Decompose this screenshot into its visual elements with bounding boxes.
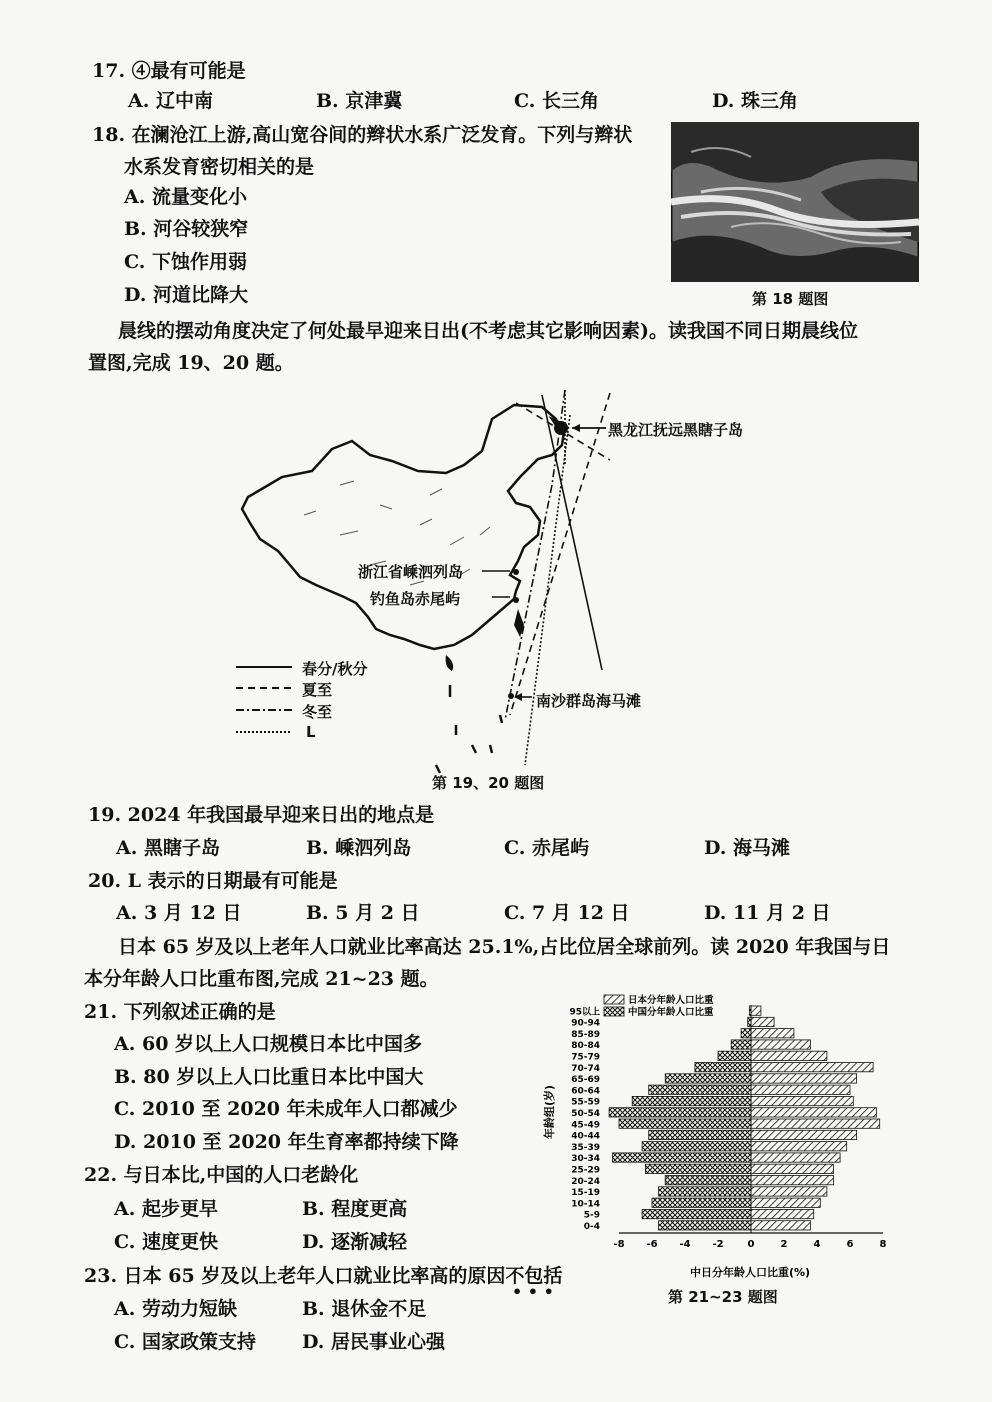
label-chiwei-islet: 钓鱼岛赤尾屿 [370,590,461,608]
braided-river-photo [671,122,919,282]
age-group-label: 50-54 [571,1109,600,1119]
age-group-label: 90-94 [571,1018,600,1029]
q19-option-b[interactable]: B. 嵊泗列岛 [306,837,412,859]
y-axis-label: 年龄组(岁) [543,1084,556,1140]
q22-stem: 22. 与日本比,中国的人口老龄化 [84,1164,359,1186]
japan-bar-50-54 [751,1108,876,1117]
china-bar-60-64 [649,1085,751,1094]
legend-swatch [604,995,624,1004]
age-group-label: 75-79 [571,1052,600,1063]
q21-option-d[interactable]: D. 2010 至 2020 年生育率都持续下降 [114,1131,459,1153]
q17-option-a[interactable]: A. 辽中南 [128,90,213,112]
emphasis-dots: • • • [512,1282,554,1301]
age-group-label: 65-69 [571,1075,600,1086]
intro-21-23-line2: 本分年龄人口比重布图,完成 21~23 题。 [84,968,439,990]
x-tick-label: 6 [846,1239,854,1250]
map-figure-caption: 第 19、20 题图 [432,774,545,792]
q21-option-b[interactable]: B. 80 岁以上人口比重日本比中国大 [114,1066,424,1088]
china-outline [242,405,565,649]
china-bar-0-4 [659,1221,751,1230]
q20-stem: 20. L 表示的日期最有可能是 [88,870,338,892]
q23-option-d[interactable]: D. 居民事业心强 [302,1331,446,1353]
q21-stem: 21. 下列叙述正确的是 [84,1001,276,1023]
x-tick-label: -8 [613,1239,625,1250]
japan-bar-35-39 [751,1142,847,1151]
label-heixiazi-island: 黑龙江抚远黑瞎子岛 [608,421,744,439]
q18-option-a[interactable]: A. 流量变化小 [124,186,247,208]
intro-19-20-line2: 置图,完成 19、20 题。 [88,352,294,374]
x-axis-label: 中日分年龄人口比重(%) [689,1266,811,1279]
legend-L: L [306,723,316,741]
intro-21-23-line1: 日本 65 岁及以上老年人口就业比率高达 25.1%,占比位居全球前列。读 2020 年我国与日 [118,936,891,958]
q23-option-a[interactable]: A. 劳动力短缺 [114,1298,237,1320]
legend-equinox: 春分/秋分 [302,660,368,678]
age-group-label: 80-84 [571,1041,600,1052]
age-group-label: 30-34 [571,1154,600,1165]
china-bar-55-59 [632,1096,751,1105]
q18-option-d[interactable]: D. 河道比降大 [124,284,249,306]
x-tick-label: -4 [679,1239,691,1250]
china-bar-10-14 [652,1198,751,1207]
legend-winter-solstice: 冬至 [302,703,333,721]
china-bar-20-24 [665,1176,751,1185]
japan-bar-25-29 [751,1164,834,1173]
intro-19-20-line1: 晨线的摆动角度决定了何处最早迎来日出(不考虑其它影响因素)。读我国不同日期晨线位 [118,320,858,342]
x-tick-label: 0 [747,1239,755,1250]
q19-stem: 19. 2024 年我国最早迎来日出的地点是 [88,804,435,826]
age-group-label: 15-19 [571,1188,600,1199]
q22-option-d[interactable]: D. 逐渐减轻 [302,1231,408,1253]
china-bar-65-69 [665,1074,751,1083]
china-bar-15-19 [659,1187,751,1196]
legend-label: 中国分年龄人口比重 [628,1007,714,1018]
japan-bar-0-4 [751,1221,810,1230]
china-bar-25-29 [645,1164,751,1173]
legend-label: 日本分年龄人口比重 [628,995,714,1006]
q20-option-b[interactable]: B. 5 月 2 日 [306,902,420,924]
q18-stem-line2: 水系发育密切相关的是 [124,156,315,178]
q23-option-b[interactable]: B. 退休金不足 [302,1298,427,1320]
q19-option-a[interactable]: A. 黑瞎子岛 [116,837,220,859]
label-haima-shoal: 南沙群岛海马滩 [536,692,642,710]
q21-option-a[interactable]: A. 60 岁以上人口规模日本比中国多 [114,1033,423,1055]
japan-bar-20-24 [751,1176,834,1185]
age-group-label: 25-29 [571,1165,600,1176]
japan-bar-45-49 [751,1119,880,1128]
q19-option-c[interactable]: C. 赤尾屿 [504,837,590,859]
q19-option-d[interactable]: D. 海马滩 [704,837,791,859]
q22-option-a[interactable]: A. 起步更早 [114,1198,218,1220]
q22-option-c[interactable]: C. 速度更快 [114,1231,219,1253]
japan-bar-30-34 [751,1153,840,1162]
age-group-label: 95以上 [569,1007,600,1018]
age-group-label: 0-4 [583,1222,600,1232]
china-bar-50-54 [609,1108,751,1117]
x-tick-label: -2 [712,1239,724,1250]
japan-bar-90-94 [751,1017,774,1026]
q21-option-c[interactable]: C. 2010 至 2020 年未成年人口都减少 [114,1098,458,1120]
age-group-label: 85-89 [571,1029,600,1040]
age-group-label: 40-44 [571,1131,600,1142]
legend-summer-solstice: 夏至 [302,681,333,699]
q18-option-b[interactable]: B. 河谷较狭窄 [124,218,249,240]
japan-bar-70-74 [751,1063,873,1072]
china-bar-5-9 [642,1209,751,1218]
q17-option-b[interactable]: B. 京津冀 [316,90,403,112]
age-group-label: 35-39 [571,1142,600,1153]
pyramid-figure-caption: 第 21~23 题图 [668,1288,778,1306]
q20-option-d[interactable]: D. 11 月 2 日 [704,902,831,924]
q22-option-b[interactable]: B. 程度更高 [302,1198,408,1220]
japan-bar-5-9 [751,1209,814,1218]
q18-figure-caption: 第 18 题图 [752,290,829,308]
age-group-label: 60-64 [571,1086,600,1097]
x-tick-label: -6 [646,1239,658,1250]
china-bar-80-84 [731,1040,751,1049]
japan-bar-80-84 [751,1040,810,1049]
japan-bar-85-89 [751,1029,794,1038]
japan-bar-10-14 [751,1198,820,1207]
china-bar-35-39 [642,1142,751,1151]
china-bar-40-44 [649,1130,751,1139]
population-pyramid-chart [540,990,920,1290]
age-group-label: 70-74 [571,1063,600,1074]
china-bar-30-34 [612,1153,751,1162]
legend-swatch [604,1007,624,1016]
age-group-label: 20-24 [571,1176,600,1187]
q23-option-c[interactable]: C. 国家政策支持 [114,1331,257,1353]
china-bar-70-74 [695,1063,751,1072]
china-bar-45-49 [619,1119,751,1128]
label-shengsi-islands: 浙江省嵊泗列岛 [358,563,464,581]
q20-option-a[interactable]: A. 3 月 12 日 [116,902,242,924]
japan-bar-40-44 [751,1130,857,1139]
japan-bar-75-79 [751,1051,827,1060]
q20-option-c[interactable]: C. 7 月 12 日 [504,902,630,924]
q18-option-c[interactable]: C. 下蚀作用弱 [124,251,248,273]
q18-stem-line1: 18. 在澜沧江上游,高山宽谷间的辫状水系广泛发育。下列与辫状 [92,124,633,146]
x-tick-label: 4 [813,1239,821,1250]
china-bar-75-79 [718,1051,751,1060]
age-group-label: 10-14 [571,1199,600,1210]
x-tick-label: 2 [780,1239,788,1250]
q17-option-c[interactable]: C. 长三角 [514,90,600,112]
japan-bar-95以上 [751,1006,761,1015]
japan-bar-15-19 [751,1187,827,1196]
age-group-label: 5-9 [583,1210,600,1221]
japan-bar-55-59 [751,1096,853,1105]
japan-bar-60-64 [751,1085,850,1094]
japan-bar-65-69 [751,1074,857,1083]
x-tick-label: 8 [879,1239,887,1250]
q17-option-d[interactable]: D. 珠三角 [712,90,799,112]
age-group-label: 55-59 [571,1097,600,1108]
age-group-label: 45-49 [571,1120,600,1131]
china-bar-85-89 [741,1029,751,1038]
q23-stem: 23. 日本 65 岁及以上老年人口就业比率高的原因不包括 [84,1265,563,1287]
q17-stem: 17. ④最有可能是 [92,60,246,82]
